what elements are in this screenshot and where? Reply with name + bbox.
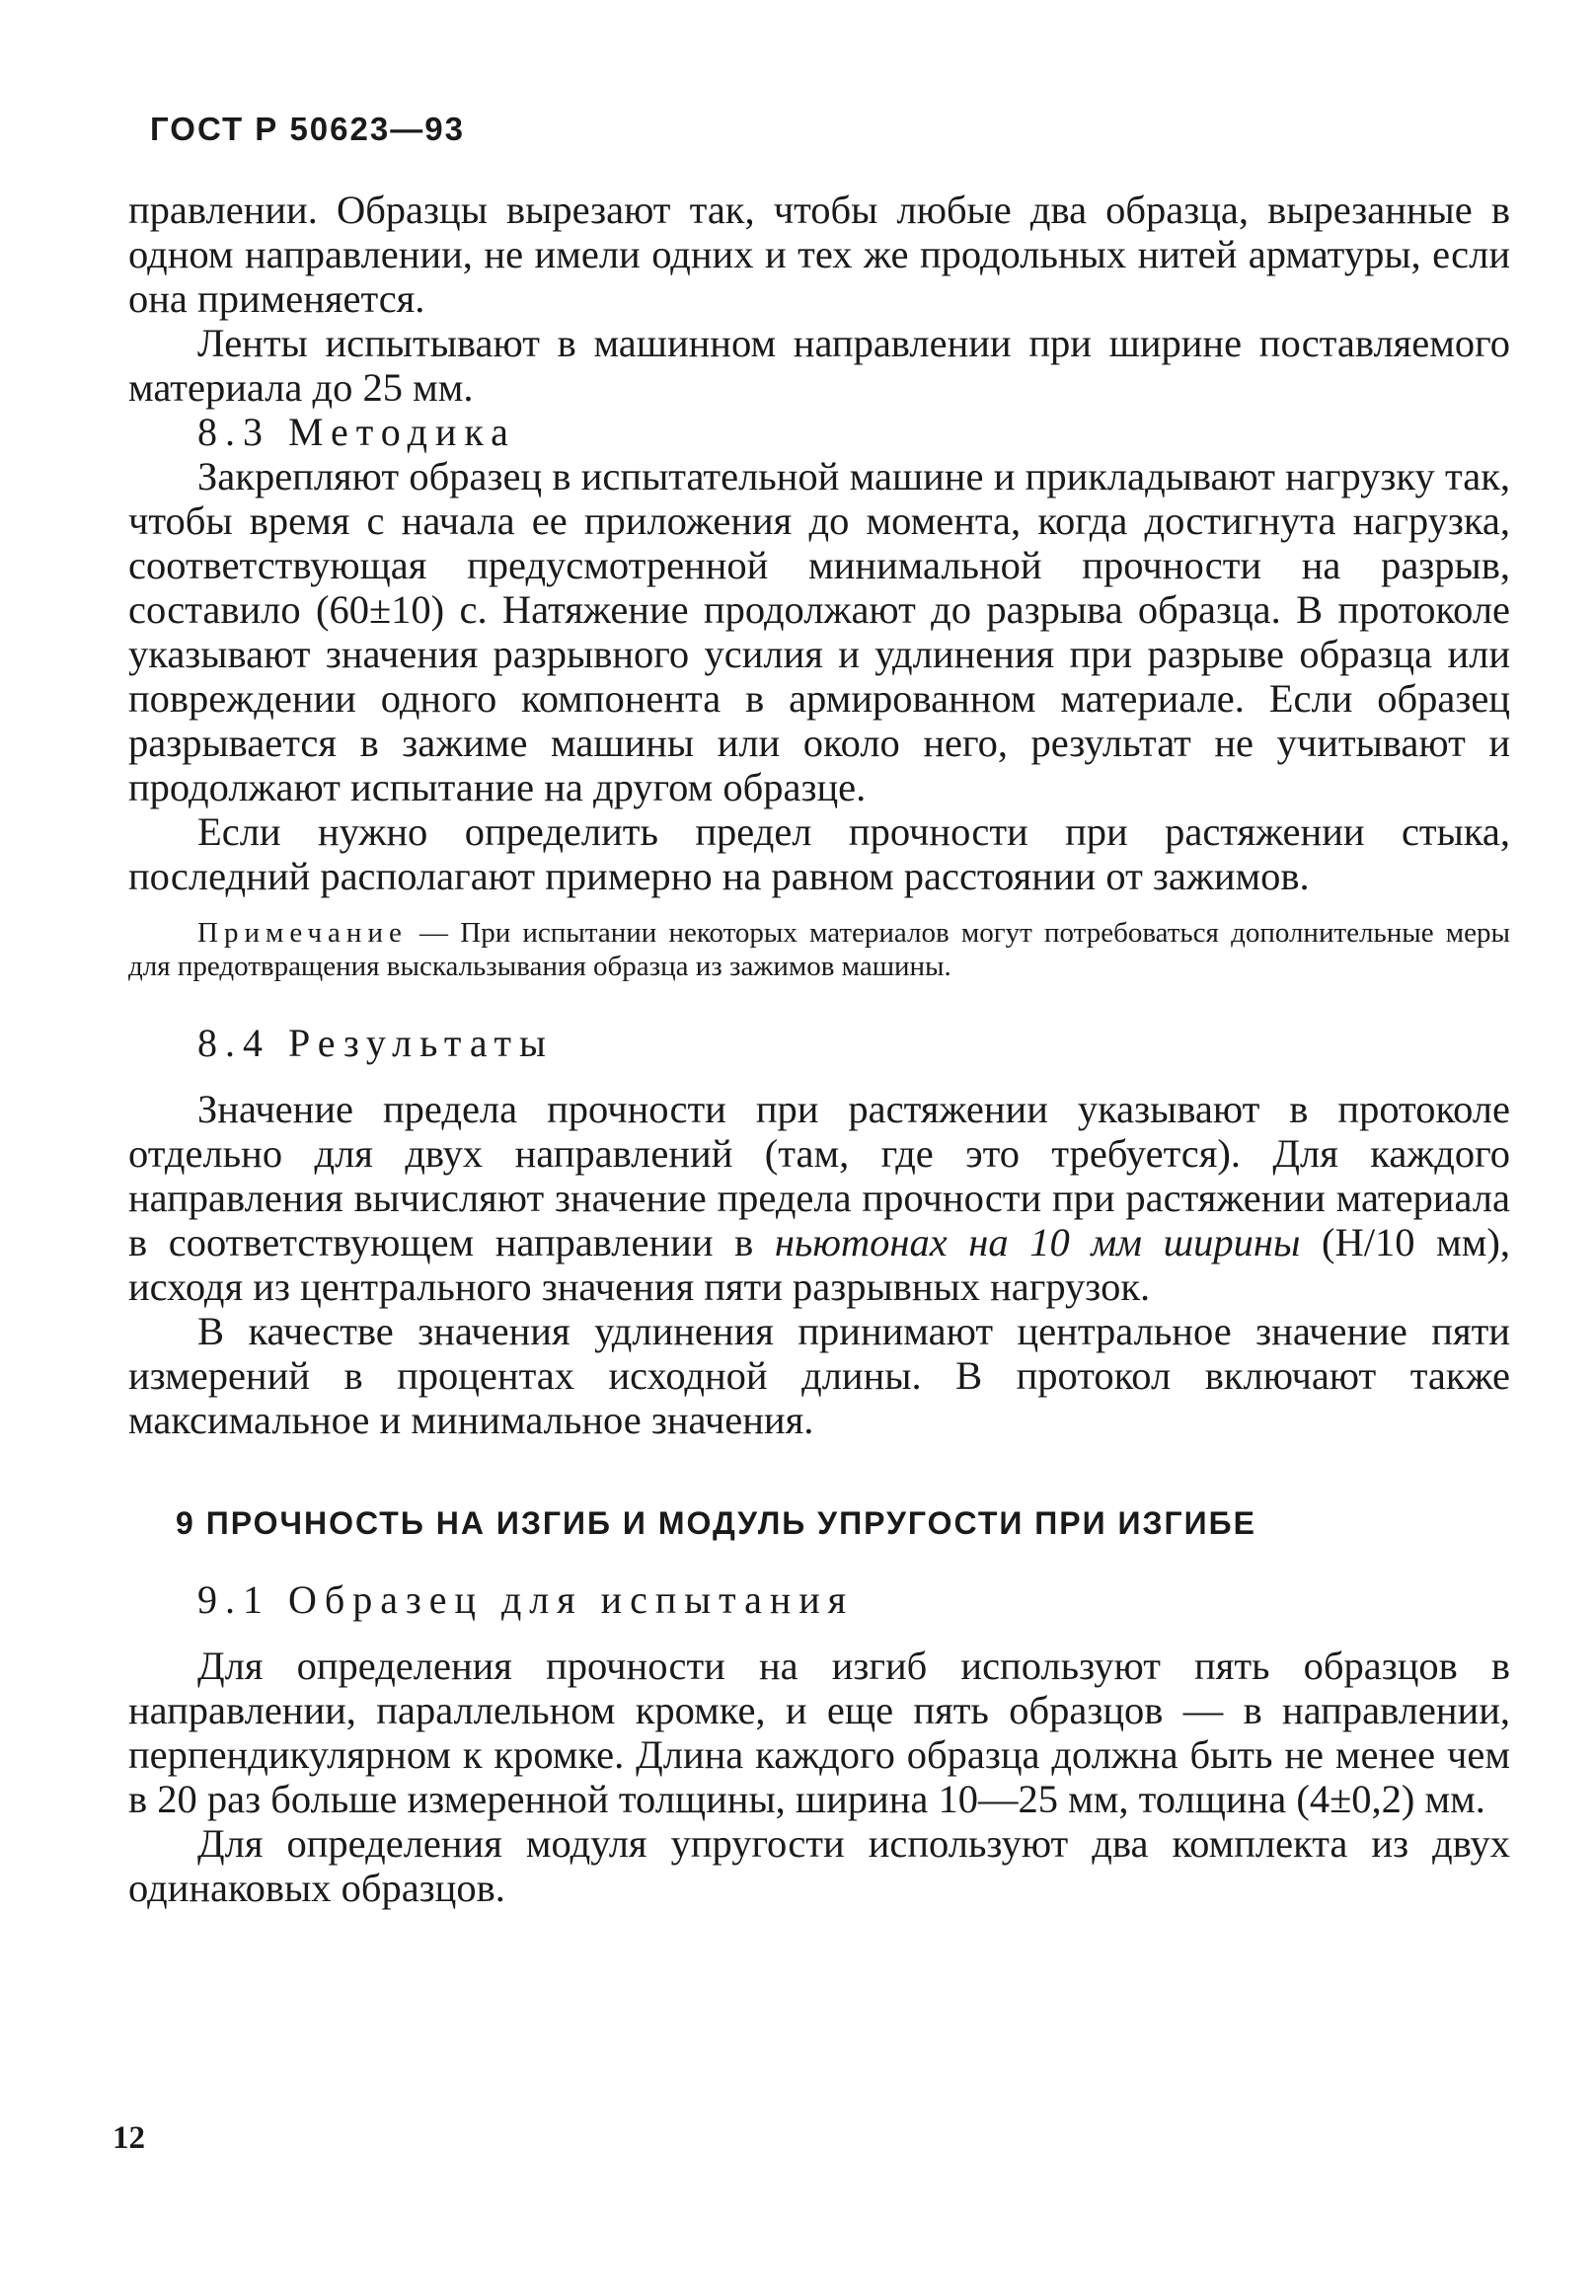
paragraph-continuation: правлении. Образцы вырезают так, чтобы любые два образца, вырезанные в одном направлении, не имели одних и тех же продольных нитей арматуры, если она применяется.	[128, 188, 1510, 321]
subheading-8-3: 8.3 Методика	[197, 410, 516, 454]
subheading-9-1: 9.1 Образец для испытания	[197, 1577, 855, 1622]
note-label: Примечание	[197, 917, 408, 949]
standard-code-header: ГОСТ Р 50623—93	[150, 111, 465, 147]
paragraph-method-2: Если нужно определить предел прочности при растяжении стыка, последний располагают примерно на равном расстоянии от зажимов.	[128, 809, 1510, 898]
section-9-title: 9 ПРОЧНОСТЬ НА ИЗГИБ И МОДУЛЬ УПРУГОСТИ ПРИ ИЗГИБЕ	[176, 1505, 1257, 1541]
paragraph-results-2: В качестве значения удлинения принимают центральное значение пяти измерений в процентах исходной длины. В протокол включают также максимальное и минимальное значения.	[128, 1309, 1510, 1442]
paragraph-tapes: Ленты испытывают в машинном направлении при ширине поставляемого материала до 25 мм.	[128, 321, 1510, 410]
results-1-part-b: (Н/10 мм), исходя из центрального значения пяти разрывных нагрузок.	[128, 1220, 1511, 1309]
page-number: 12	[113, 2120, 145, 2156]
results-1-part-a: Значение предела прочности при растяжении указывают в протоколе отдельно для двух направлений (там, где это требуется). Для каждого направления вычисляют значение предела прочности при растяжении материала в соответствующем направлении в	[128, 1087, 1510, 1264]
paragraph-results-1	[128, 1087, 1510, 1309]
paragraph-9-1-a: Для определения прочности на изгиб используют пять образцов в направлении, параллельном кромке, и еще пять образцов — в направлении, перпендикулярном к кромке. Длина каждого образца должна быть не менее чем в 20 раз больше измеренной толщины, ширина 10—25 мм, толщина (4±0,2) мм.	[128, 1644, 1510, 1821]
document-body	[128, 188, 1510, 1910]
note-paragraph	[128, 916, 1510, 983]
subheading-8-4: 8.4 Результаты	[197, 1021, 554, 1065]
paragraph-method-1: Закрепляют образец в испытательной машине и прикладывают нагрузку так, чтобы время с начала ее приложения до момента, когда достигнута нагрузка, соответствующая предусмотренной минимальной прочности на разрыв, составило (60±10) с. Натяжение продолжают до разрыва образца. В протоколе указывают значения разрывного усилия и удлинения при разрыве образца или повреждении одного компонента в армированном материале. Если образец разрывается в зажиме машины или около него, результат не учитывают и продолжают испытание на другом образце.	[128, 454, 1510, 809]
note-text: — При испытании некоторых материалов могут потребоваться дополнительные меры для предотвращения выскальзывания образца из зажимов машины.	[128, 917, 1510, 982]
results-1-italic-units: ньютонах на 10 мм ширины	[774, 1220, 1301, 1264]
paragraph-9-1-b: Для определения модуля упругости используют два комплекта из двух одинаковых образцов.	[128, 1821, 1510, 1910]
